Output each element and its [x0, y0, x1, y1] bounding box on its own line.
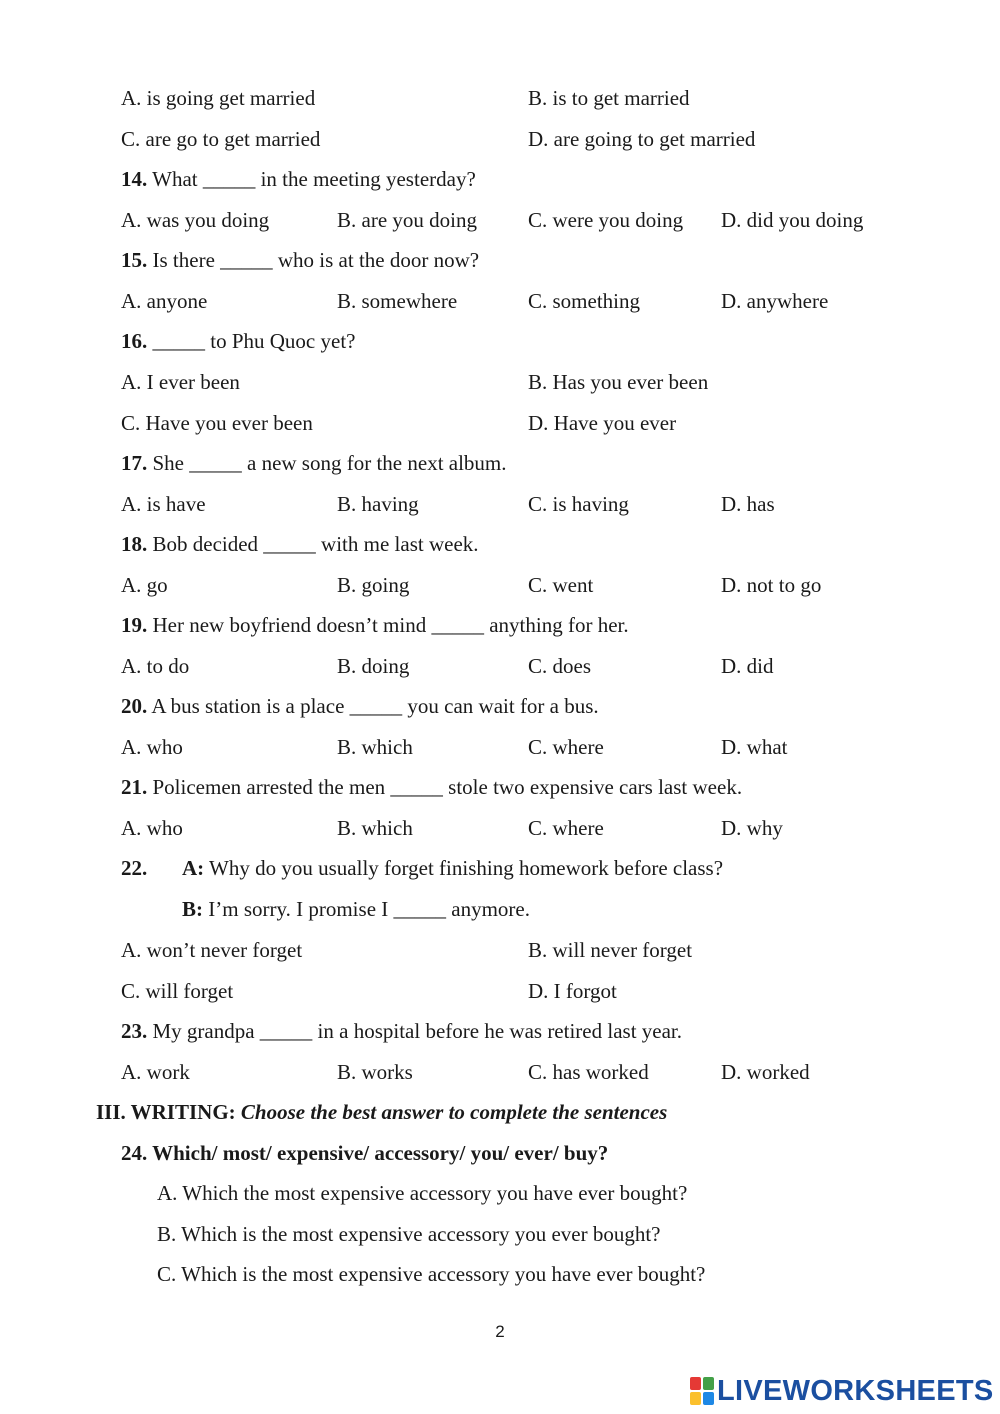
- q22-option-b[interactable]: B. will never forget: [528, 938, 693, 962]
- q16-stem: [121, 329, 355, 353]
- q24-option-a[interactable]: A. Which the most expensive accessory you have ever bought?: [157, 1181, 688, 1205]
- q24-option-b[interactable]: B. Which is the most expensive accessory you ever bought?: [157, 1222, 661, 1246]
- q18-number: 18.: [121, 532, 148, 556]
- q22-b-label: B:: [182, 897, 203, 921]
- q15-option-c[interactable]: C. something: [528, 289, 641, 313]
- liveworksheets-logo-icon: [690, 1377, 714, 1405]
- q21-option-c[interactable]: C. where: [528, 816, 604, 840]
- q19-option-c[interactable]: C. does: [528, 654, 591, 678]
- q18-option-d[interactable]: D. not to go: [721, 573, 822, 597]
- q23-option-c[interactable]: C. has worked: [528, 1060, 649, 1084]
- q16-option-b[interactable]: B. Has you ever been: [528, 370, 709, 394]
- logo-square-blue: [703, 1392, 714, 1405]
- q17-text: She _____ a new song for the next album.: [152, 451, 507, 475]
- q17-option-d[interactable]: D. has: [721, 492, 775, 516]
- q20-option-c[interactable]: C. where: [528, 735, 604, 759]
- q16-text: _____ to Phu Quoc yet?: [152, 329, 356, 353]
- q13-option-c[interactable]: C. are go to get married: [121, 127, 321, 151]
- section-heading: [96, 1100, 667, 1124]
- q15-number: 15.: [121, 248, 148, 272]
- q19-option-d[interactable]: D. did: [721, 654, 774, 678]
- q21-option-d[interactable]: D. why: [721, 816, 783, 840]
- q22-option-a[interactable]: A. won’t never forget: [121, 938, 303, 962]
- q20-option-d[interactable]: D. what: [721, 735, 788, 759]
- q15-option-b[interactable]: B. somewhere: [337, 289, 458, 313]
- q20-stem: [121, 694, 599, 718]
- q24-option-c[interactable]: C. Which is the most expensive accessory you have ever bought?: [157, 1262, 706, 1286]
- q14-option-b[interactable]: B. are you doing: [337, 208, 477, 232]
- q15-option-d[interactable]: D. anywhere: [721, 289, 829, 313]
- q16-number: 16.: [121, 329, 148, 353]
- logo-square-green: [703, 1377, 714, 1390]
- q19-option-a[interactable]: A. to do: [121, 654, 190, 678]
- q22-a-label: A:: [182, 856, 205, 880]
- q20-number: 20.: [121, 694, 148, 718]
- q15-option-a[interactable]: A. anyone: [121, 289, 208, 313]
- q20-option-a[interactable]: A. who: [121, 735, 183, 759]
- q23-option-a[interactable]: A. work: [121, 1060, 190, 1084]
- q18-option-a[interactable]: A. go: [121, 573, 168, 597]
- q21-option-b[interactable]: B. which: [337, 816, 413, 840]
- logo-square-red: [690, 1377, 701, 1390]
- q21-stem: [121, 775, 742, 799]
- q20-option-b[interactable]: B. which: [337, 735, 413, 759]
- q15-text: Is there _____ who is at the door now?: [152, 248, 480, 272]
- q16-option-d[interactable]: D. Have you ever: [528, 411, 677, 435]
- q20-text: A bus station is a place _____ you can wait for a bus.: [151, 694, 599, 718]
- q14-option-a[interactable]: A. was you doing: [121, 208, 270, 232]
- q21-text: Policemen arrested the men _____ stole two expensive cars last week.: [152, 775, 743, 799]
- q14-option-d[interactable]: D. did you doing: [721, 208, 864, 232]
- q14-option-c[interactable]: C. were you doing: [528, 208, 684, 232]
- q17-option-a[interactable]: A. is have: [121, 492, 206, 516]
- q18-text: Bob decided _____ with me last week.: [152, 532, 479, 556]
- q22-option-d[interactable]: D. I forgot: [528, 979, 617, 1003]
- q22-b-text: I’m sorry. I promise I _____ anymore.: [208, 897, 530, 921]
- q17-stem: [121, 451, 507, 475]
- page-number: 2: [495, 1322, 505, 1341]
- q14-stem: [121, 167, 476, 191]
- q22-speaker-a: [182, 856, 723, 880]
- q23-text: My grandpa _____ in a hospital before he was retired last year.: [152, 1019, 683, 1043]
- logo-square-yellow: [690, 1392, 701, 1405]
- q22-speaker-b: [182, 897, 530, 921]
- q17-number: 17.: [121, 451, 148, 475]
- q23-option-d[interactable]: D. worked: [721, 1060, 810, 1084]
- q17-option-c[interactable]: C. is having: [528, 492, 629, 516]
- q21-option-a[interactable]: A. who: [121, 816, 183, 840]
- section-instruction: Choose the best answer to complete the sentences: [240, 1100, 668, 1124]
- q13-option-b[interactable]: B. is to get married: [528, 86, 690, 110]
- q16-option-a[interactable]: A. I ever been: [121, 370, 240, 394]
- q19-text: Her new boyfriend doesn’t mind _____ anything for her.: [152, 613, 629, 637]
- q14-number: 14.: [121, 167, 148, 191]
- q18-option-b[interactable]: B. going: [337, 573, 410, 597]
- q22-number: 22.: [121, 856, 148, 880]
- liveworksheets-logo: [690, 1374, 994, 1408]
- q23-stem: [121, 1019, 682, 1043]
- q18-option-c[interactable]: C. went: [528, 573, 594, 597]
- q23-option-b[interactable]: B. works: [337, 1060, 413, 1084]
- q16-option-c[interactable]: C. Have you ever been: [121, 411, 313, 435]
- q15-stem: [121, 248, 479, 272]
- q18-stem: [121, 532, 479, 556]
- q14-text: What _____ in the meeting yesterday?: [152, 167, 476, 191]
- q23-number: 23.: [121, 1019, 148, 1043]
- q22-a-text: Why do you usually forget finishing homework before class?: [209, 856, 724, 880]
- q19-stem: [121, 613, 629, 637]
- q24-prompt: 24. Which/ most/ expensive/ accessory/ you/ ever/ buy?: [121, 1141, 609, 1165]
- liveworksheets-wordmark: LIVEWORKSHEETS: [717, 1374, 994, 1407]
- q17-option-b[interactable]: B. having: [337, 492, 419, 516]
- q22-option-c[interactable]: C. will forget: [121, 979, 234, 1003]
- q21-number: 21.: [121, 775, 148, 799]
- q13-option-d[interactable]: D. are going to get married: [528, 127, 756, 151]
- q19-number: 19.: [121, 613, 148, 637]
- q19-option-b[interactable]: B. doing: [337, 654, 410, 678]
- q13-option-a[interactable]: A. is going get married: [121, 86, 316, 110]
- section-title: III. WRITING:: [96, 1100, 236, 1124]
